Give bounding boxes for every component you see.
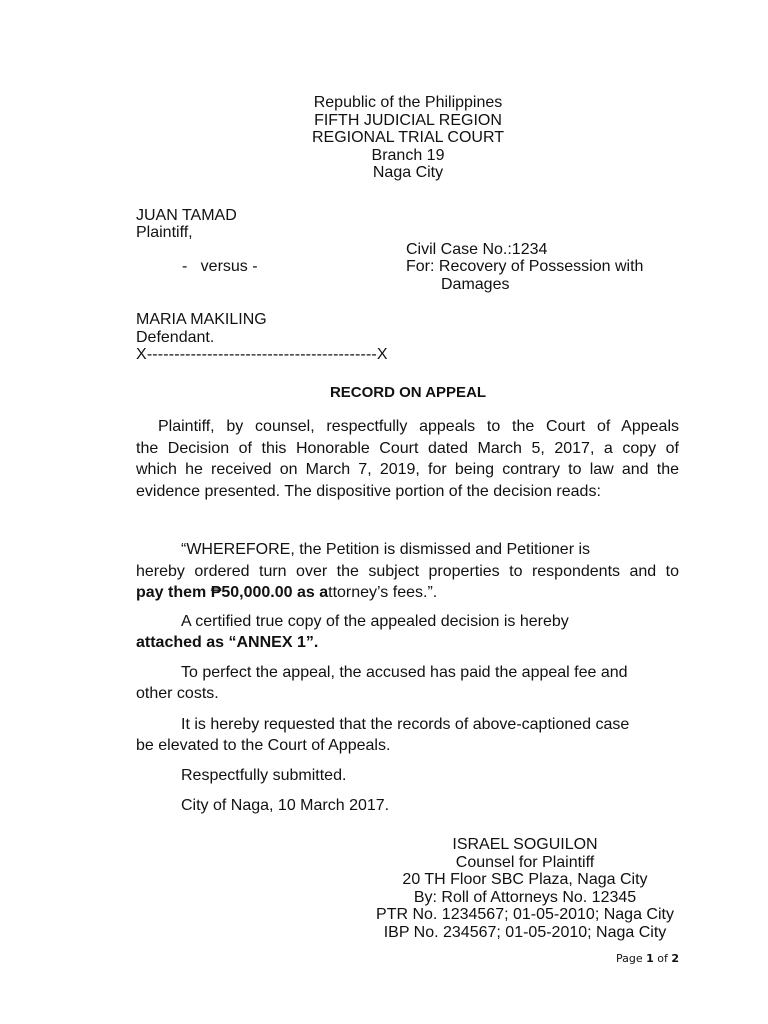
appeal-paragraph-line: Plaintiff, by counsel, respectfully appeals to the Court of Appeals (158, 418, 679, 435)
document-title: RECORD ON APPEAL (329, 384, 487, 401)
page-total: 2 (671, 952, 680, 965)
date-line: City of Naga, 10 March 2017. (181, 797, 390, 814)
records-paragraph-line: be elevated to the Court of Appeals. (136, 737, 391, 754)
plaintiff-label: Plaintiff, (136, 224, 193, 241)
counsel-name: ISRAEL SOGUILON (452, 836, 598, 853)
plaintiff-name: JUAN TAMAD (136, 207, 237, 224)
counsel-address: 20 TH Floor SBC Plaza, Naga City (402, 871, 648, 888)
fee-paragraph-line: other costs. (136, 685, 219, 702)
quote-amount: pay them ₱50,000.00 as a (136, 584, 329, 601)
annex-attached: attached as (136, 634, 229, 651)
case-nature-line2: Damages (441, 276, 510, 293)
signature-block (300, 836, 750, 941)
roll-number: By: Roll of Attorneys No. 12345 (413, 888, 637, 906)
header-branch: Branch 19 (371, 146, 445, 164)
annex-paragraph-line: A certified true copy of the appealed decision is hereby (181, 613, 569, 630)
header-republic: Republic of the Philippines (313, 94, 503, 111)
defendant-name: MARIA MAKILING (136, 311, 267, 328)
defendant-label: Defendant. (136, 329, 215, 346)
ibp-number: IBP No. 234567; 01-05-2010; Naga City (383, 923, 667, 941)
appeal-paragraph (136, 416, 679, 502)
records-paragraph-line: It is hereby requested that the records of above-captioned case (181, 716, 630, 733)
caption-separator: X------------------------------------------X (136, 346, 388, 363)
fee-paragraph-line: To perfect the appeal, the accused has paid the appeal fee and (181, 664, 628, 681)
civil-case-number: Civil Case No.:1234 (406, 241, 548, 258)
header-city: Naga City (372, 164, 444, 181)
submission-line: Respectfully submitted. (181, 767, 347, 784)
page-current: 1 (646, 952, 654, 965)
ptr-number: PTR No. 1234567; 01-05-2010; Naga City (376, 906, 674, 923)
quote-line: hereby ordered turn over the subject properties to respondents and to (136, 563, 679, 580)
header-court: REGIONAL TRIAL COURT (311, 129, 505, 146)
annex-label: “ANNEX 1”. (228, 634, 319, 651)
header-region: FIFTH JUDICIAL REGION (314, 111, 502, 129)
page-number: Page 1 of 2 (616, 952, 680, 965)
annex-paragraph-line (136, 634, 318, 652)
quote-line (136, 584, 437, 602)
court-header (0, 94, 768, 182)
appeal-paragraph-line: evidence presented. The dispositive portion of the decision reads: (136, 482, 601, 500)
quote-tail: ttorney’s fees.”. (328, 584, 438, 601)
appeal-paragraph-line: the Decision of this Honorable Court dated March 5, 2017, a copy of (136, 439, 679, 457)
counsel-role: Counsel for Plaintiff (455, 853, 595, 871)
quote-line: “WHEREFORE, the Petition is dismissed and Petitioner is (181, 541, 591, 558)
versus-label: - versus - (182, 258, 258, 275)
appeal-paragraph-line: which he received on March 7, 2019, for being contrary to law and the (136, 461, 679, 478)
case-nature-line1: For: Recovery of Possession with (406, 258, 644, 275)
